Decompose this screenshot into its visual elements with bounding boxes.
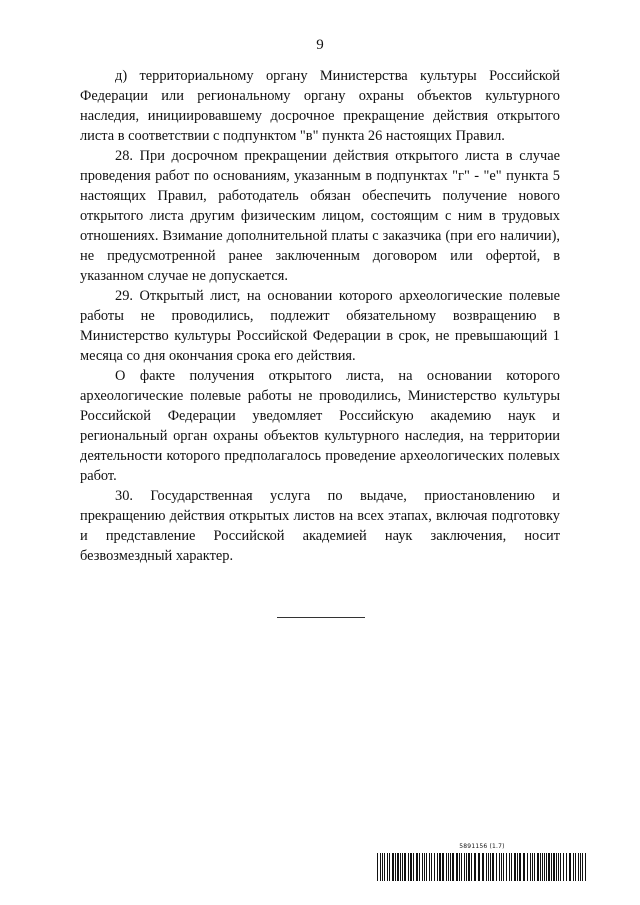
barcode-bar [400,853,401,881]
barcode-bar [544,853,545,881]
barcode-bar [434,853,435,881]
barcode-bar [566,853,567,881]
barcode-bar [530,853,531,881]
barcode-bar [537,853,539,881]
barcode-bar [392,853,394,881]
barcode-icon [376,853,588,881]
barcode-bar [578,853,579,881]
end-divider-line [277,617,365,618]
barcode-bar [459,853,460,881]
barcode-bar [503,853,504,881]
barcode-bar [560,853,561,881]
barcode-bar [429,853,430,881]
barcode-bar [580,853,581,881]
document-body [80,66,560,566]
barcode-bar [499,853,500,881]
barcode-bar [446,853,447,881]
barcode-bar [404,853,406,881]
barcode-bar [461,853,462,881]
barcode-bar [471,853,472,881]
barcode-bar [548,853,550,881]
barcode-bar [439,853,441,881]
barcode-bar [419,853,420,881]
barcode-bar [422,853,423,881]
barcode-bar [573,853,574,881]
barcode-bar [437,853,438,881]
barcode-bar [517,853,518,881]
barcode-bar [582,853,583,881]
paragraph-28: 28. При досрочном прекращении действия открытого листа в случае проведения работ по основаниям, указанным в подпунктах "г" - "е" пункта 5 настоящих Правил, работодатель обязан обеспечить получение нового открытого листа другим физическим лицом, состоящим с ним в трудовых отношениях. Взимание дополнительной платы с заказчика (при его наличии), не предусмотренной ранее заключенным договором или офертой, в указанном случае не допускается. [80,148,560,284]
barcode-bar [511,853,512,881]
barcode-bar [431,853,432,881]
barcode-bar [382,853,383,881]
barcode-bar [413,853,414,881]
document-barcode [376,843,588,885]
barcode-bar [542,853,543,881]
barcode-bar [569,853,571,881]
barcode-bar [546,853,547,881]
barcode-bar [556,853,557,881]
barcode-bar [389,853,390,881]
barcode-bar [490,853,491,881]
barcode-bar [424,853,425,881]
barcode-bar [496,853,497,881]
barcode-bar [501,853,502,881]
barcode-bar [509,853,510,881]
barcode-bar [558,853,559,881]
barcode-bar [464,853,465,881]
paragraph-30: 30. Государственная услуга по выдаче, приостановлению и прекращению действия открытых листов на всех этапах, включая подготовку и представление Российской академией наук заключения, носит безвозмездный характер. [80,488,560,564]
barcode-bar [410,853,412,881]
barcode-bar [474,853,476,881]
barcode-bar [448,853,449,881]
barcode-bar [514,853,516,881]
barcode-bar [416,853,418,881]
barcode-bar [585,853,586,881]
barcode-bar [426,853,427,881]
barcode-bar [478,853,480,881]
page-number: 9 [316,37,324,53]
paragraph-d: д) территориальному органу Министерства культуры Российской Федерации или региональному органу охраны объектов культурного наследия, инициировавшему досрочное прекращение действия открытого листа в соответствии с подпунктом "в" пункта 26 настоящих Правил. [80,68,560,144]
barcode-bar [540,853,541,881]
barcode-bar [387,853,388,881]
barcode-bar [456,853,458,881]
barcode-bar [395,853,396,881]
barcode-bar [452,853,454,881]
barcode-bar [377,853,378,881]
barcode-bar [523,853,525,881]
barcode-bar [486,853,487,881]
barcode-caption: 5891156 (1.7) [459,843,505,850]
barcode-bar [482,853,484,881]
barcode-bar [527,853,528,881]
barcode-bar [384,853,385,881]
barcode-bar [553,853,555,881]
barcode-bar [519,853,521,881]
barcode-bar [575,853,576,881]
barcode-bar [408,853,409,881]
barcode-bar [551,853,552,881]
barcode-bar [402,853,403,881]
barcode-bar [380,853,381,881]
barcode-bar [506,853,507,881]
barcode-bar [563,853,564,881]
barcode-bar [442,853,444,881]
paragraph-29: 29. Открытый лист, на основании которого археологические полевые работы не проводились, подлежит обязательному возвращению в Министерство культуры Российской Федерации в срок, не превышающий 1 месяца со дня окончания срока его действия. [80,288,560,364]
barcode-bar [488,853,489,881]
barcode-bar [466,853,467,881]
barcode-bar [492,853,494,881]
barcode-bar [397,853,399,881]
barcode-bar [534,853,535,881]
barcode-bar [532,853,533,881]
barcode-bar [450,853,451,881]
paragraph-notification: О факте получения открытого листа, на основании которого археологические полевые работы не проводились, Министерство культуры Российской Федерации уведомляет Российскую академию наук и региональный орган охраны объектов культурного наследия, на территории деятельности которого предполагалось проведение археологических полевых работ. [80,368,560,484]
barcode-bar [468,853,470,881]
